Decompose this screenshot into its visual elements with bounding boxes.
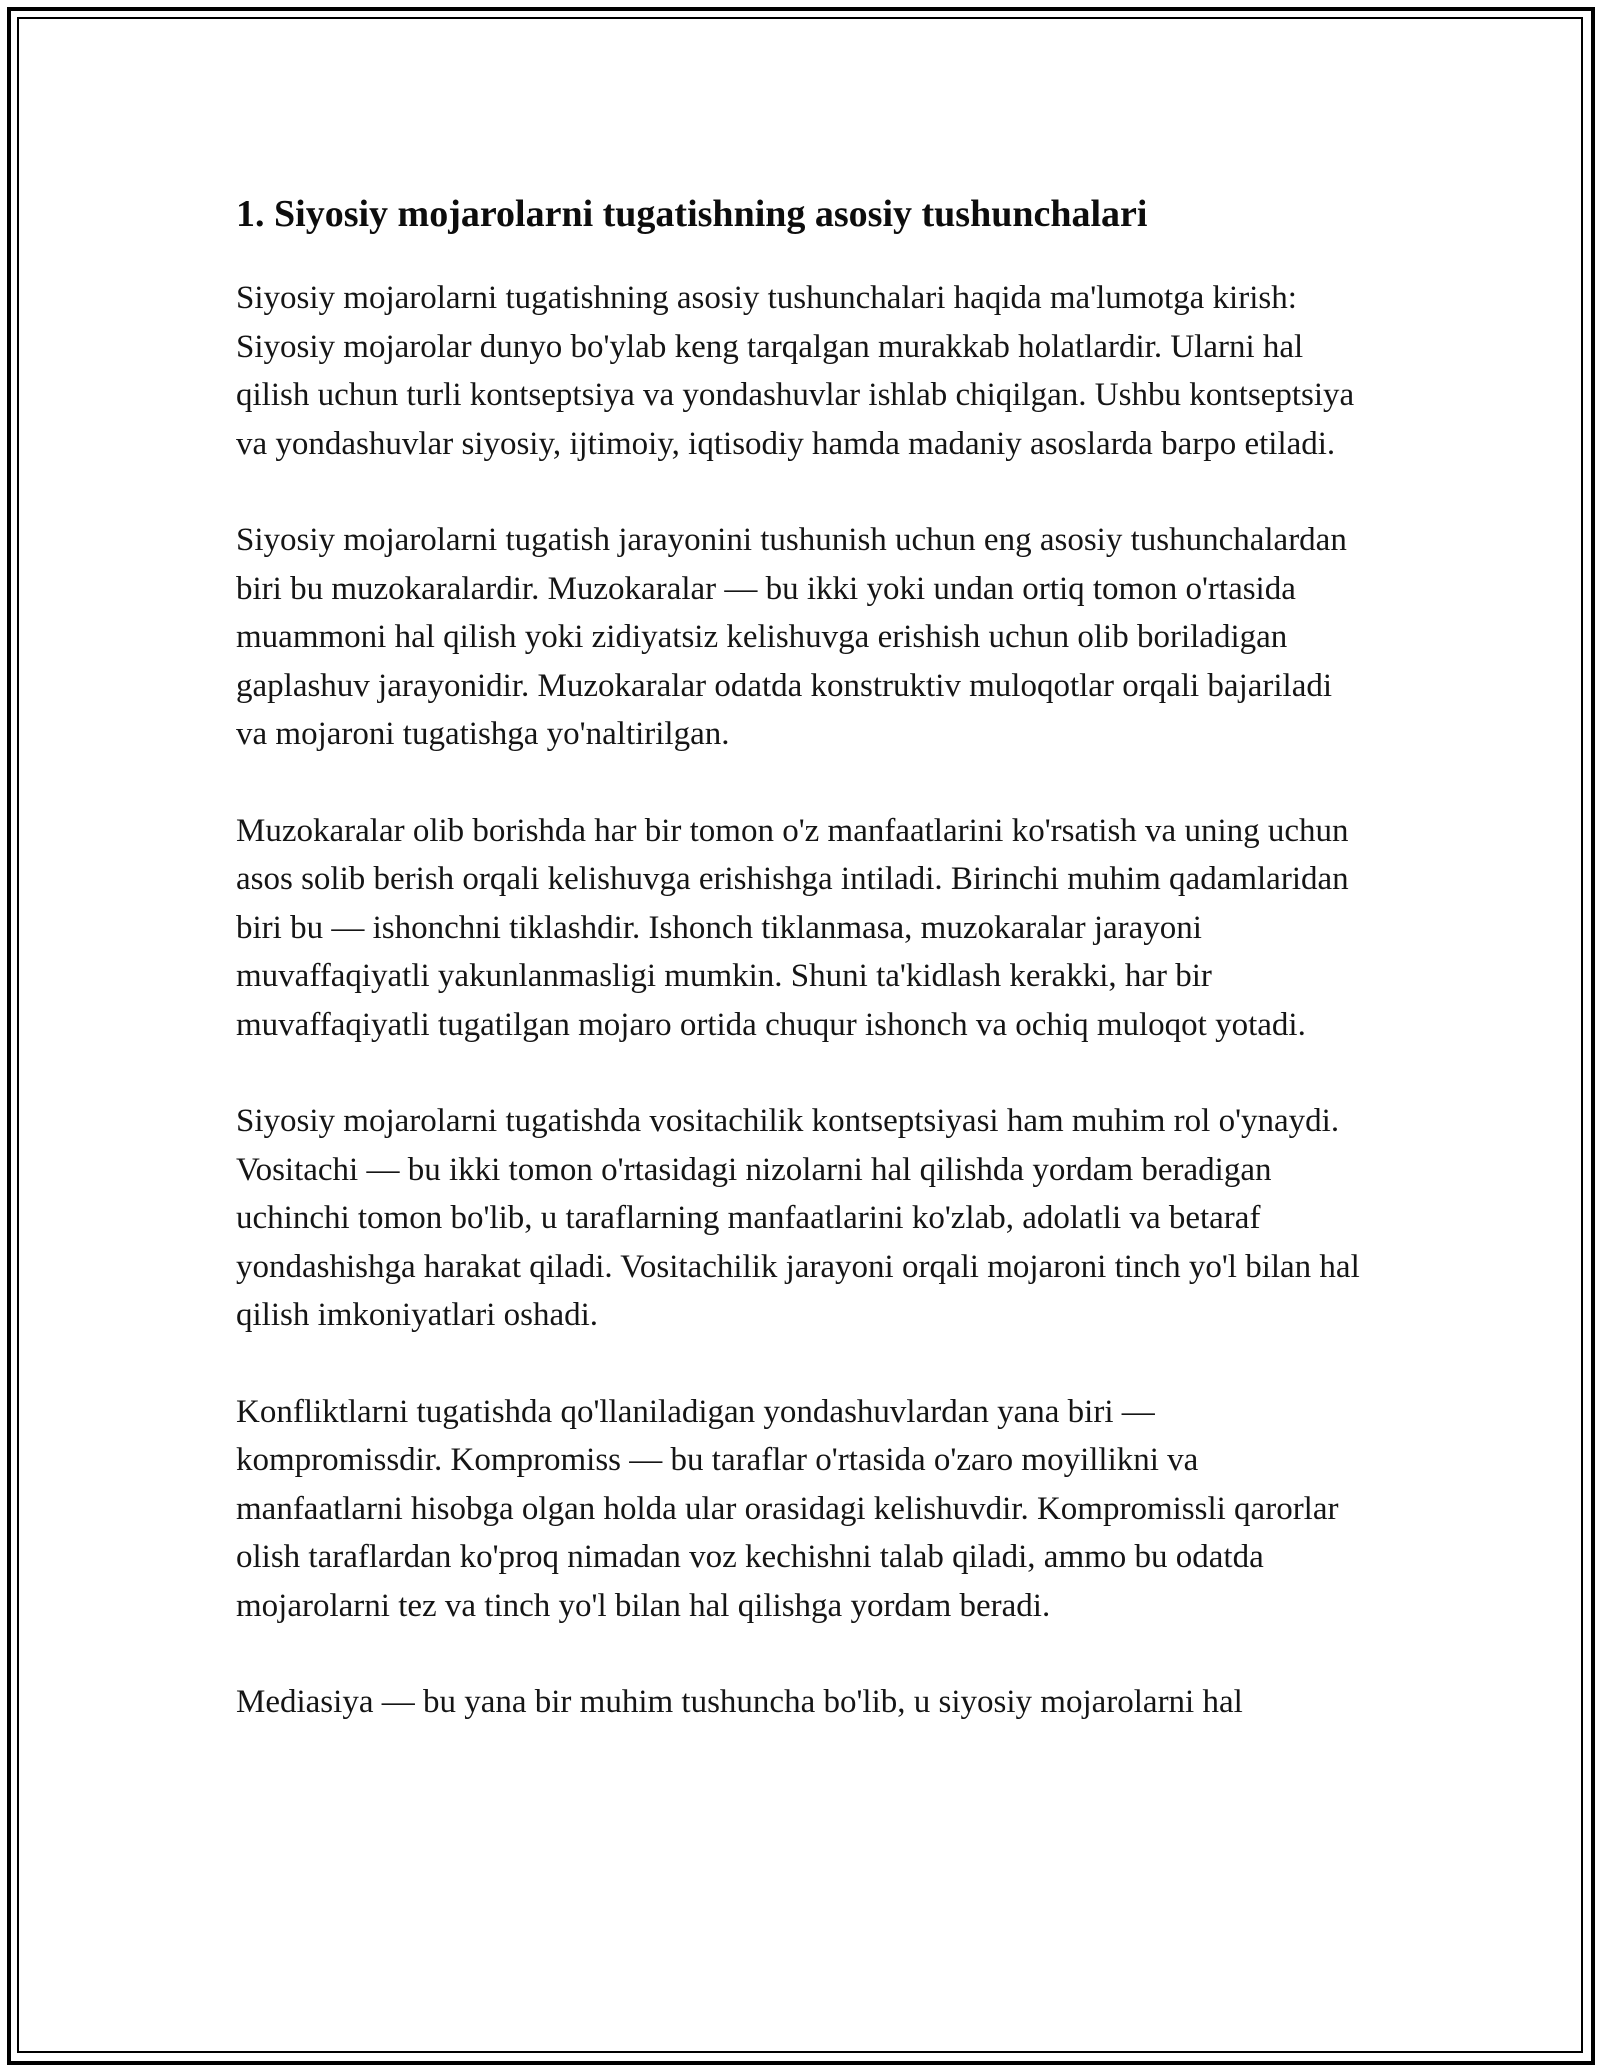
- paragraph-compromise: Konfliktlarni tugatishda qo'llaniladigan yondashuvlardan yana biri — kompromissdir. Kompromiss — bu taraflar o'rtasida o'zaro moyillikni va manfaatlarni hisobga olgan holda ular orasidagi kelishuvdir. Kompromissli qarorlar olish taraflardan ko'proq nimadan voz kechishni talab qiladi, ammo bu odatda mojarolarni tez va tinch yo'l bilan hal qilishga yordam beradi.: [236, 1393, 1339, 1624]
- paragraph-trust: Muzokaralar olib borishda har bir tomon o'z manfaatlarini ko'rsatish va uning uchun asos solib berish orqali kelishuvga erishishga intiladi. Birinchi muhim qadamlaridan biri bu — ishonchni tiklashdir. Ishonch tiklanmasa, muzokaralar jarayoni muvaffaqiyatli yakunlanmasligi mumkin. Shuni ta'kidlash kerakki, har bir muvaffaqiyatli tugatilgan mojaro ortida chuqur ishonch va ochiq muloqot yotadi.: [236, 812, 1349, 1043]
- document-body: [236, 188, 1366, 1775]
- paragraph-mediasiya: Mediasiya — bu yana bir muhim tushuncha bo'lib, u siyosiy mojarolarni hal: [236, 1684, 1243, 1720]
- section-heading: 1. Siyosiy mojarolarni tugatishning asosiy tushunchalari: [236, 193, 1148, 235]
- paragraph-negotiations: Siyosiy mojarolarni tugatish jarayonini tushunish uchun eng asosiy tushunchalardan biri bu muzokaralardir. Muzokaralar — bu ikki yoki undan ortiq tomon o'rtasida muammoni hal qilish yoki zidiyatsiz kelishuvga erishish uchun olib boriladigan gaplashuv jarayonidir. Muzokaralar odatda konstruktiv muloqotlar orqali bajariladi va mojaroni tugatishga yo'naltirilgan.: [236, 522, 1347, 752]
- paragraph-mediation-concept: Siyosiy mojarolarni tugatishda vositachilik kontseptsiyasi ham muhim rol o'ynaydi. Vositachi — bu ikki tomon o'rtasidagi nizolarni hal qilishda yordam beradigan uchinchi tomon bo'lib, u taraflarning manfaatlarini ko'zlab, adolatli va betaraf yondashishga harakat qiladi. Vositachilik jarayoni orqali mojaroni tinch yo'l bilan hal qilish imkoniyatlari oshadi.: [236, 1103, 1360, 1333]
- paragraph-introduction: Siyosiy mojarolarni tugatishning asosiy tushunchalari haqida ma'lumotga kirish: Siyosiy mojarolar dunyo bo'ylab keng tarqalgan murakkab holatlardir. Ularni hal qilish uchun turli kontseptsiya va yondashuvlar ishlab chiqilgan. Ushbu kontseptsiya va yondashuvlar siyosiy, ijtimoiy, iqtisodiy hamda madaniy asoslarda barpo etiladi.: [236, 280, 1355, 462]
